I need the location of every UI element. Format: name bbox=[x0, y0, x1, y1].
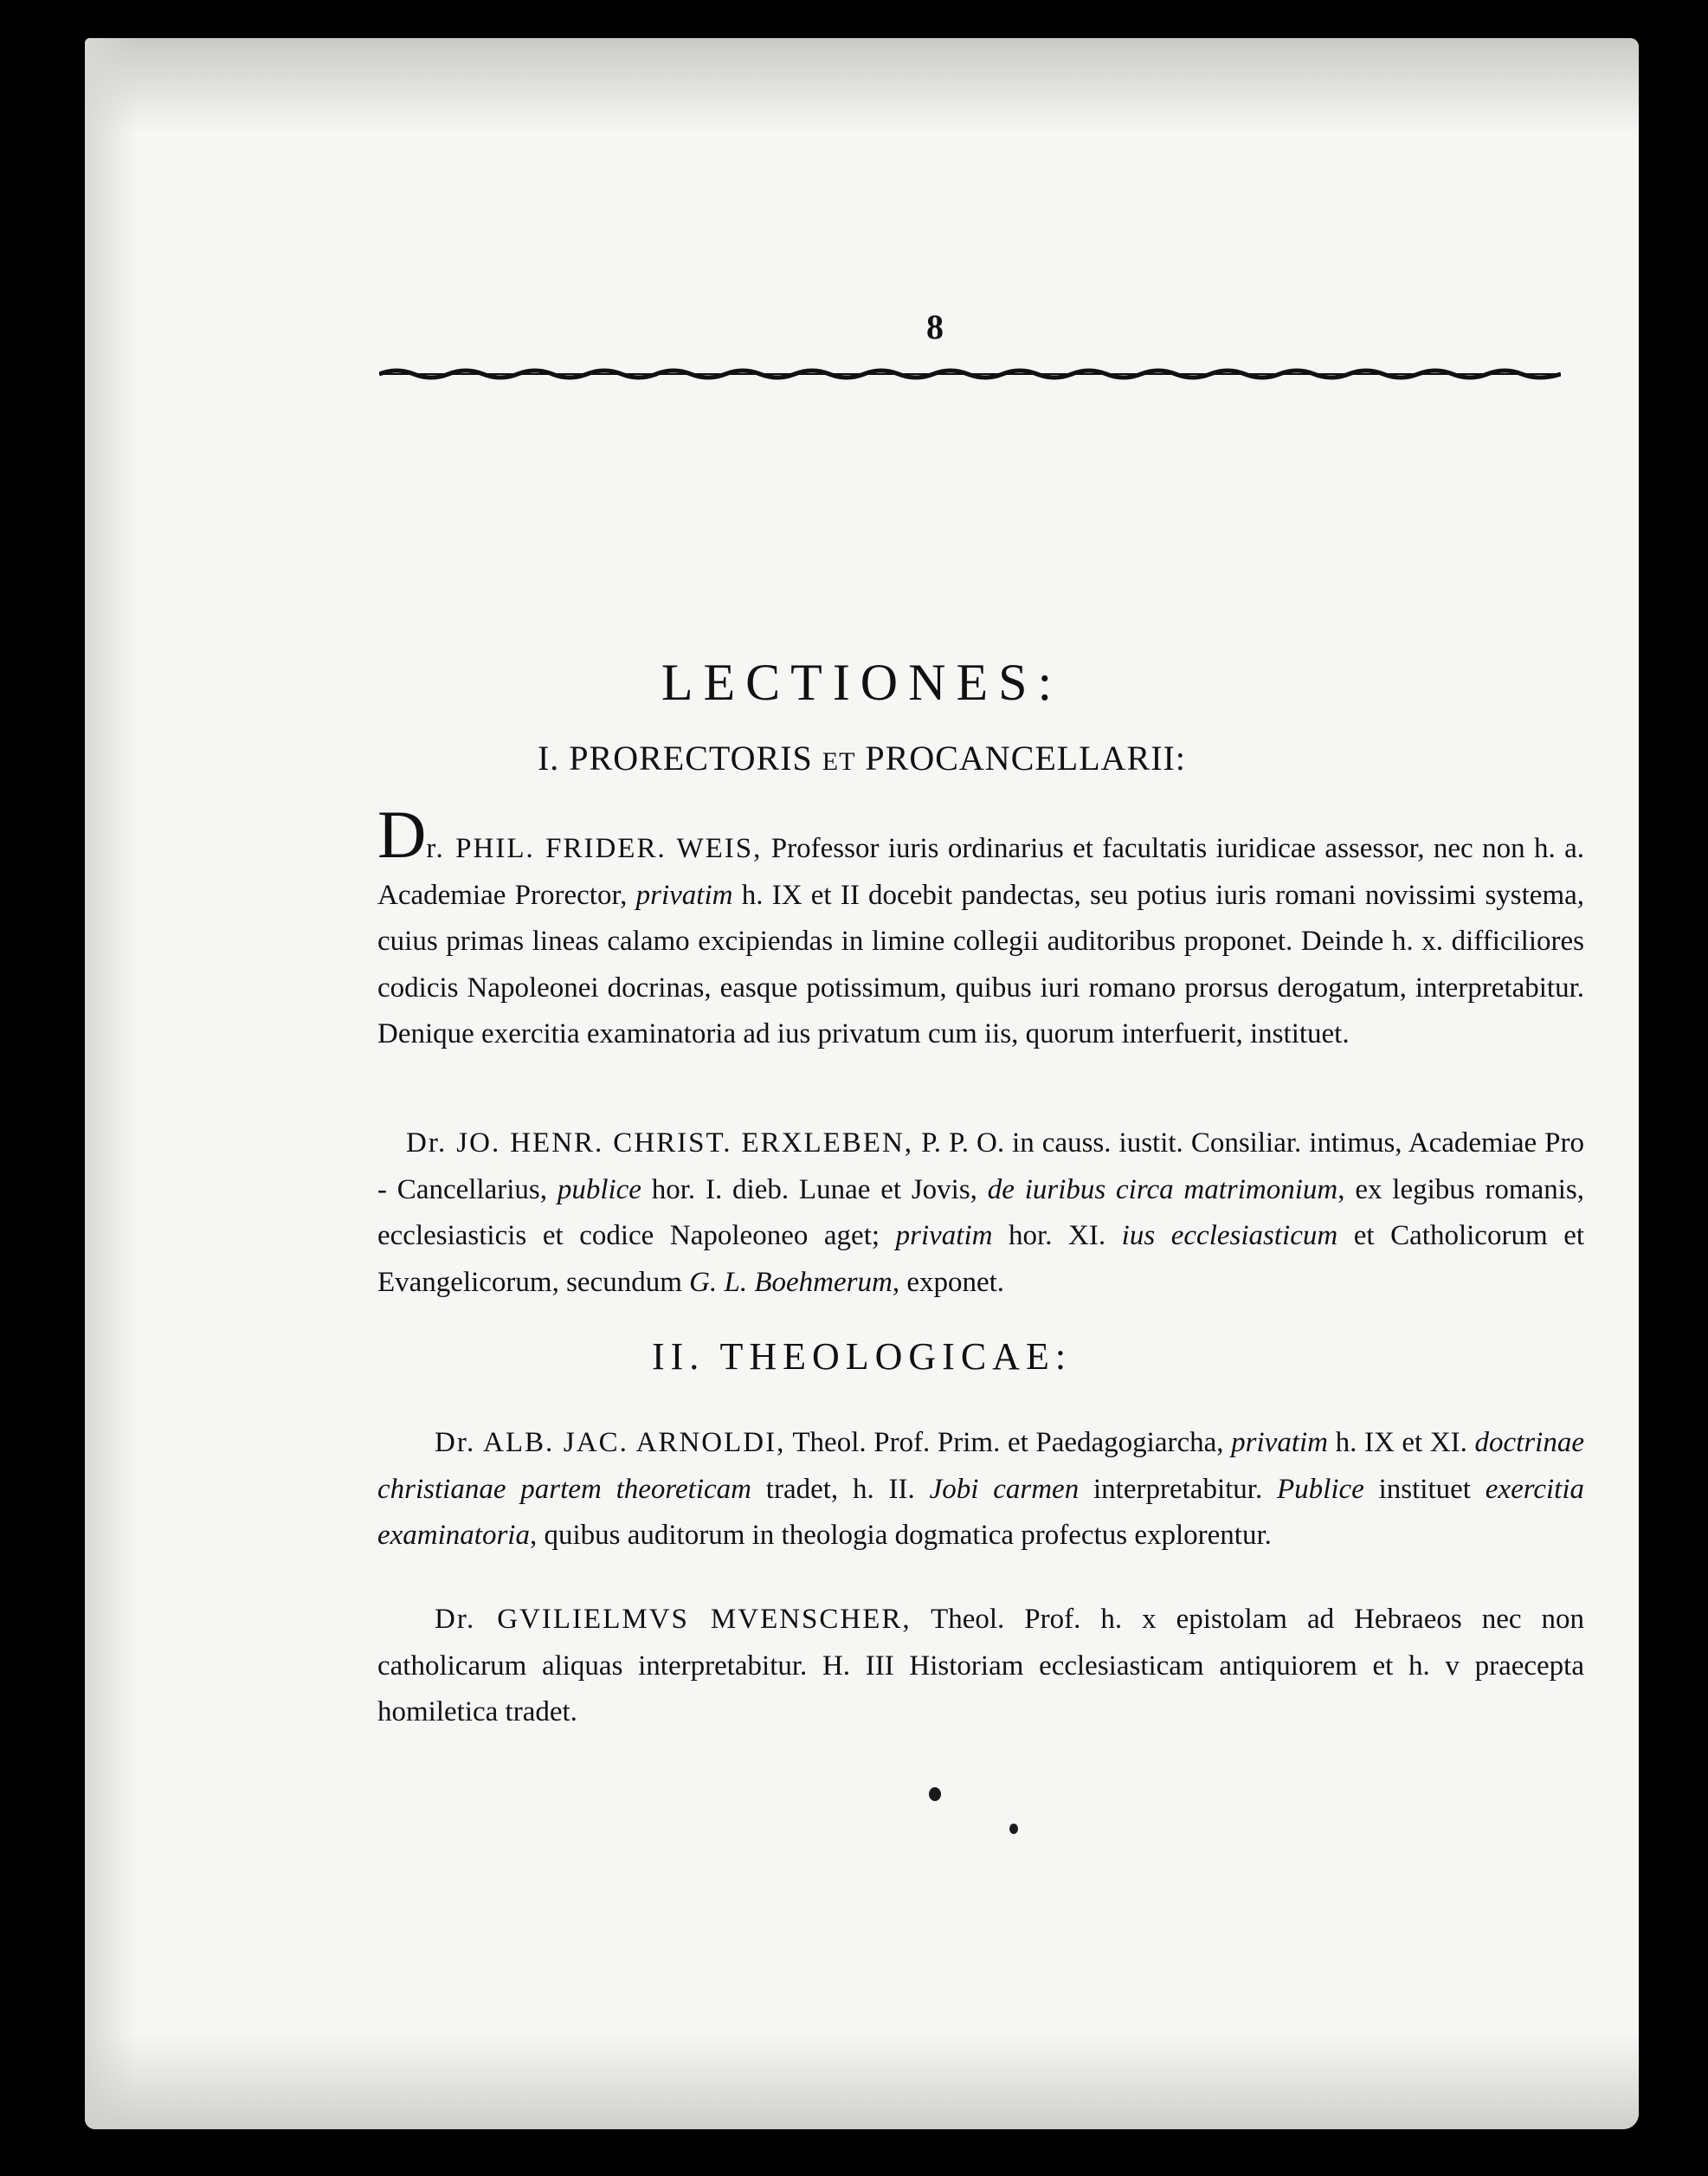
heading-sub-et: ET bbox=[822, 747, 856, 776]
paragraph-text: h. IX et XI. bbox=[1327, 1427, 1475, 1458]
paragraph-text: , ex legibus romanis, ecclesiasticis et codice Napoleoneo aget; bbox=[377, 1173, 1584, 1251]
paragraph-text: hor. XI. bbox=[992, 1220, 1122, 1251]
paragraph-text: , quibus auditorum in theologia dogmatica profectus explorentur. bbox=[529, 1520, 1272, 1551]
ink-speck bbox=[1009, 1824, 1018, 1834]
italic-term: privatim bbox=[1231, 1427, 1328, 1458]
paragraph-text: P. P. O. in causs. iustit. Consiliar. intimus, Academiae Pro - Cancellarius, bbox=[377, 1127, 1585, 1205]
italic-term: publice bbox=[557, 1173, 641, 1205]
drop-cap: D bbox=[377, 797, 427, 872]
author-name: Dr. GVILIELMVS MVENSCHER, bbox=[435, 1604, 912, 1635]
author-name: Dr. ALB. JAC. ARNOLDI, bbox=[435, 1427, 786, 1458]
paragraph-erxleben bbox=[377, 1120, 1584, 1306]
ink-speck bbox=[929, 1787, 941, 1801]
page-left-shading bbox=[85, 38, 137, 2129]
paragraph-weis bbox=[377, 797, 1585, 1058]
paragraph-text: instituet bbox=[1363, 1473, 1486, 1505]
italic-term: Publice bbox=[1277, 1473, 1364, 1505]
heading-prorectoris bbox=[85, 738, 1639, 778]
paragraph-text: hor. I. dieb. Lunae et Jovis, bbox=[641, 1173, 988, 1205]
page-bottom-shading bbox=[85, 2034, 1639, 2129]
author-name: Dr. JO. HENR. CHRIST. ERXLEBEN, bbox=[406, 1127, 914, 1159]
italic-term: privatim bbox=[635, 879, 733, 911]
author-name: r. PHIL. FRIDER. WEIS, bbox=[426, 833, 763, 864]
italic-term: G. L. Boehmerum bbox=[689, 1266, 893, 1298]
italic-term: exercitia examinatoria bbox=[377, 1473, 1584, 1551]
paragraph-text: tradet, h. II. bbox=[751, 1473, 930, 1505]
paragraph-text: h. IX et II docebit pandectas, seu potius iuris romani novissimi systema, cuius primas lineas calamo excipiendas in limine collegii auditoribus proponet. Deinde h. x. difficiliores codicis Napoleonei docrinas, easque potissimum, quibus iuri romano prorsus derogatum, interpretabitur. Denique exercitia examinatoria ad ius privatum cum iis, quorum interfuerit, instituet. bbox=[377, 879, 1585, 1049]
italic-term: privatim bbox=[895, 1220, 993, 1251]
heading-sub-part1: I. PRORECTORIS bbox=[537, 739, 813, 778]
ornamental-rule bbox=[379, 365, 1561, 383]
paragraph-text: interpretabitur. bbox=[1079, 1473, 1278, 1505]
italic-term: de iuribus circa matrimonium bbox=[987, 1173, 1338, 1205]
page-top-shading bbox=[85, 38, 1639, 133]
paragraph-muenscher bbox=[377, 1597, 1584, 1736]
italic-term: Jobi carmen bbox=[929, 1473, 1080, 1505]
paragraph-text: et Catholicorum et Evangelicorum, secundum bbox=[377, 1220, 1585, 1298]
heading-sub-part2: PROCANCELLARII: bbox=[865, 739, 1186, 778]
paragraph-text: , exponet. bbox=[892, 1266, 1005, 1298]
italic-term: ius ecclesiasticum bbox=[1121, 1220, 1338, 1251]
heading-lectiones: LECTIONES: bbox=[661, 654, 1063, 711]
document-page bbox=[85, 38, 1639, 2129]
heading-theologicae: II. THEOLOGICAE: bbox=[651, 1335, 1073, 1378]
paragraph-text: Professor iuris ordinarius et facultatis iuridicae assessor, nec non h. a. Academiae Prorector, bbox=[377, 833, 1584, 911]
page-number: 8 bbox=[926, 307, 944, 346]
paragraph-text: Theol. Prof. h. x epistolam ad Hebraeos nec non catholicarum aliquas interpretabitur. H. III Historiam ecclesiasticam antiquiorem et h. v praecepta homiletica tradet. bbox=[377, 1604, 1584, 1727]
paragraph-arnoldi bbox=[377, 1420, 1584, 1559]
italic-term: doctrinae christianae partem theoreticam bbox=[377, 1427, 1584, 1505]
paragraph-text: Theol. Prof. Prim. et Paedagogiarcha, bbox=[785, 1427, 1232, 1458]
